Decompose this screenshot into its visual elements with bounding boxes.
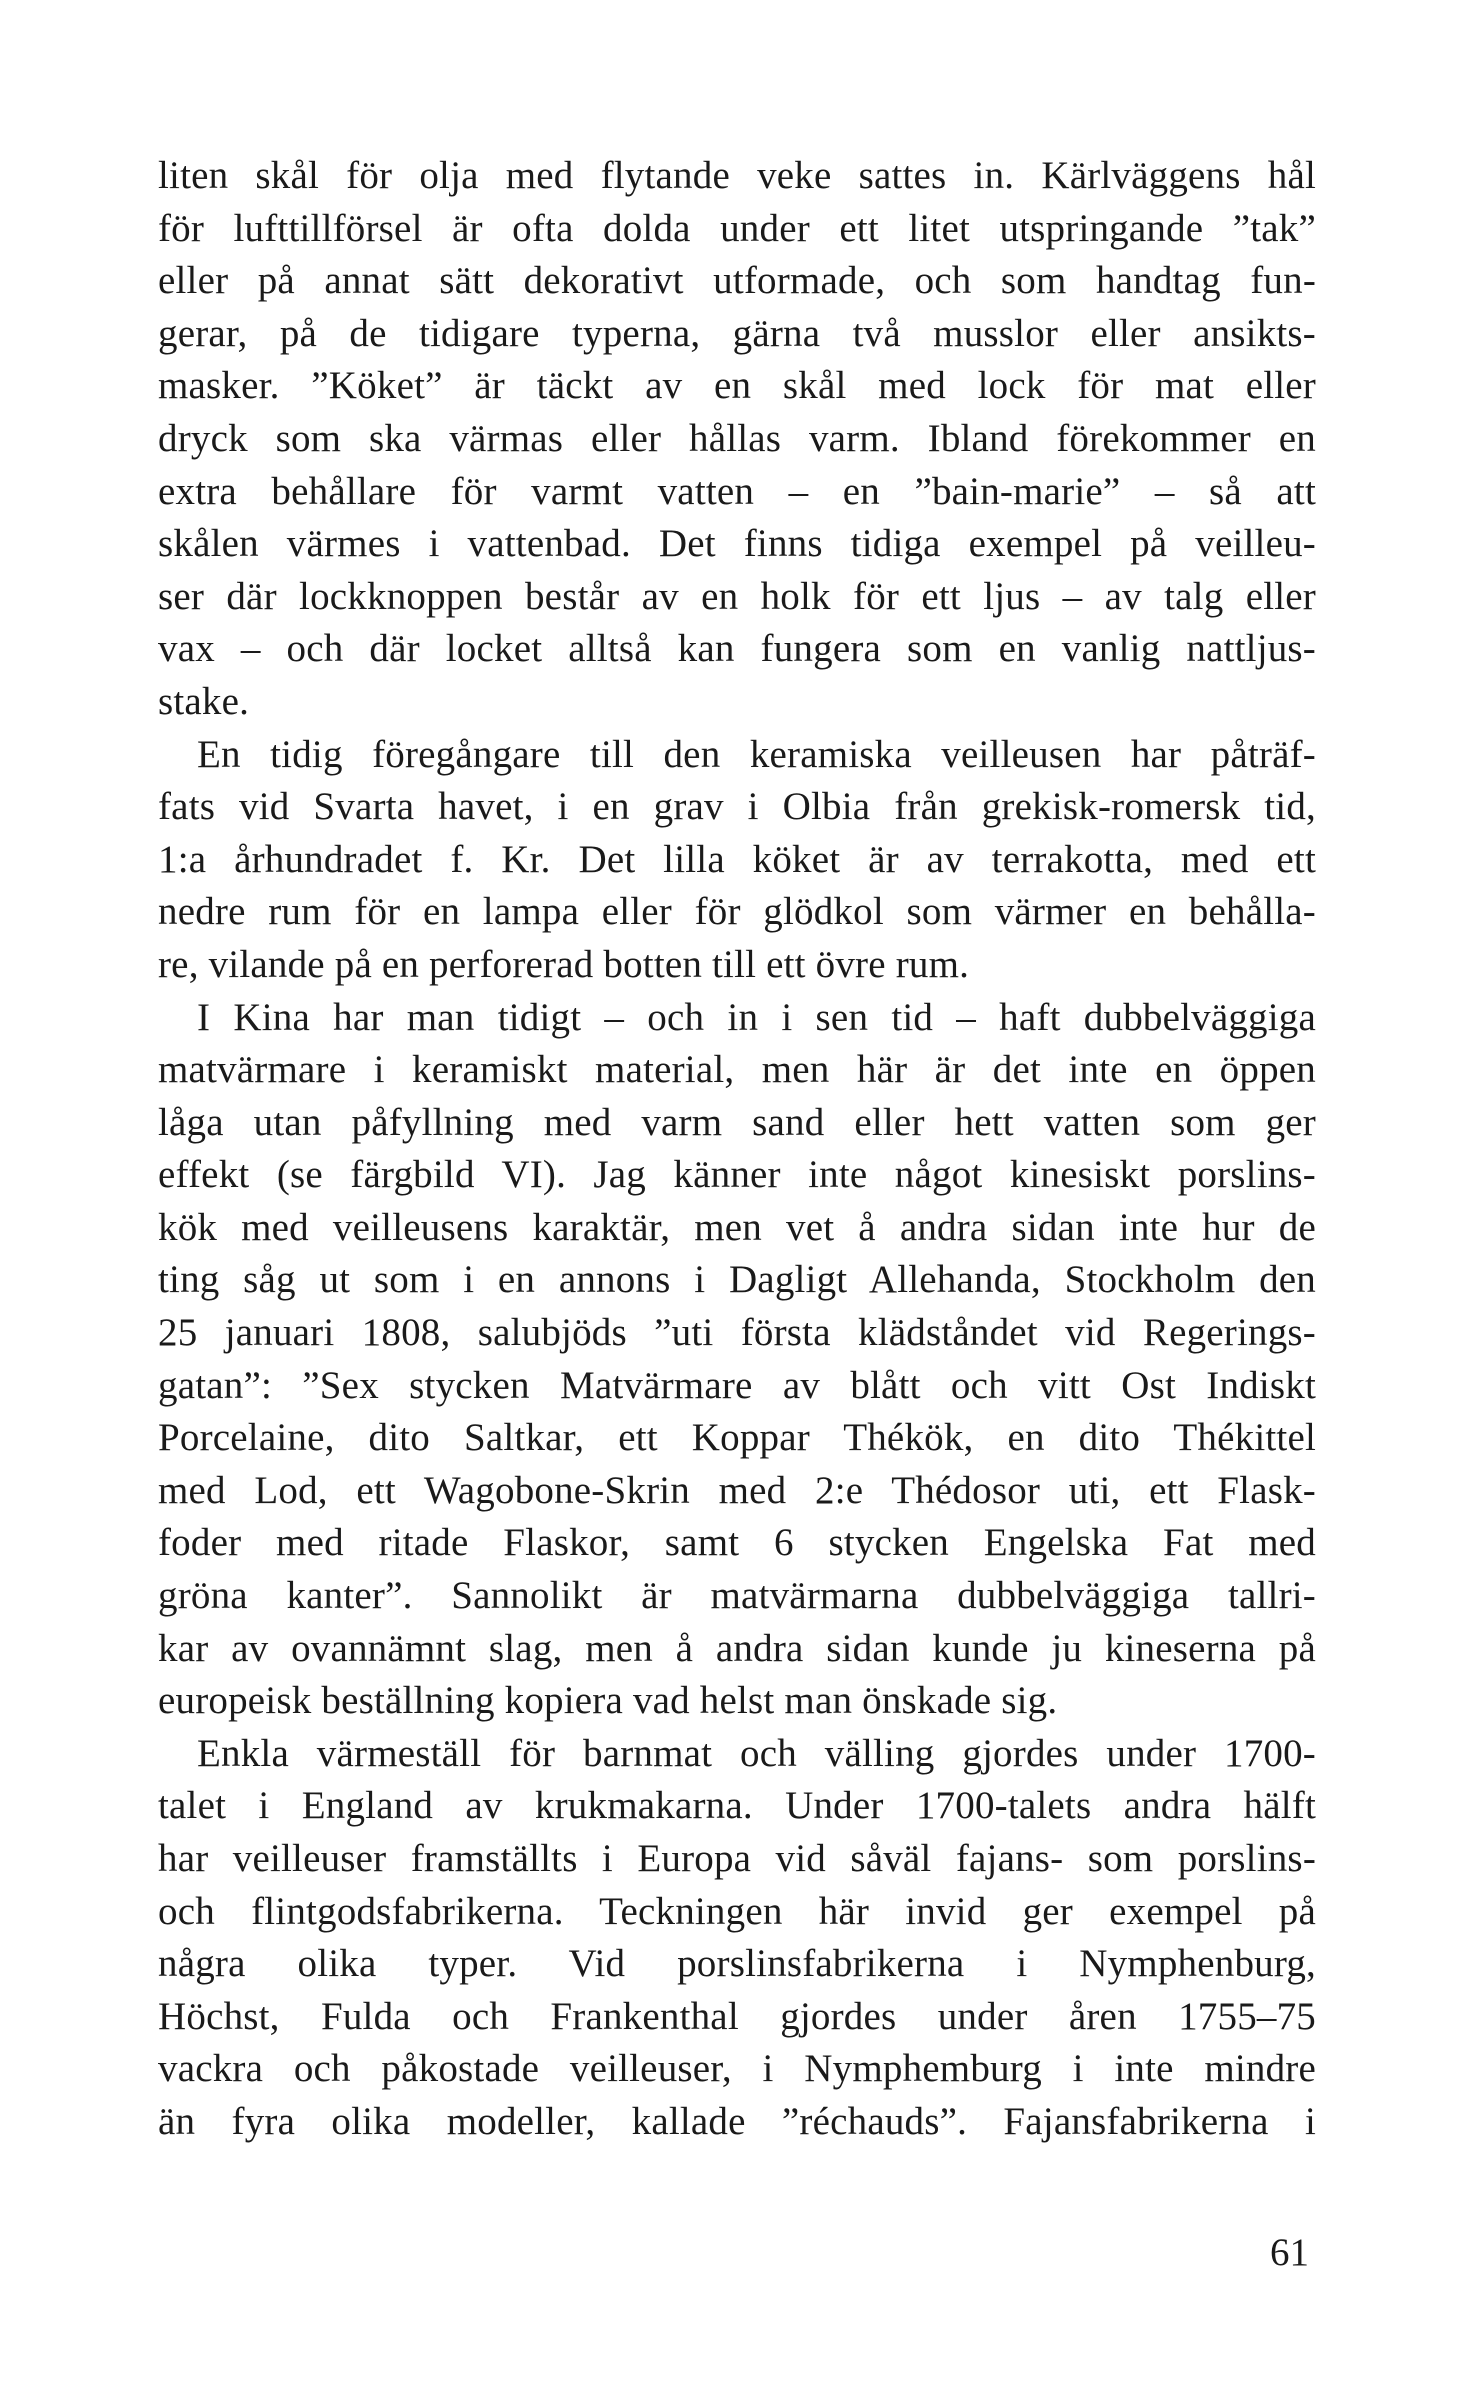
text-line: ting såg ut som i en annons i Dagligt Allehanda, Stockholm den: [158, 1258, 1316, 1302]
text-line: Porcelaine, dito Saltkar, ett Koppar Thékök, en dito Thékittel: [158, 1416, 1316, 1460]
text-line: fats vid Svarta havet, i en grav i Olbia från grekisk-romersk tid,: [158, 785, 1316, 829]
text-line: gatan”: ”Sex stycken Matvärmare av blått och vitt Ost Indiskt: [158, 1363, 1316, 1407]
text-line: vackra och påkostade veilleuser, i Nymphemburg i inte mindre: [158, 2047, 1316, 2091]
text-line: extra behållare för varmt vatten – en ”bain-marie” – så att: [158, 469, 1316, 513]
text-line: nedre rum för en lampa eller för glödkol som värmer en behålla-: [158, 890, 1316, 934]
paragraph-2: [158, 729, 1316, 992]
text-line: Höchst, Fulda och Frankenthal gjordes under åren 1755–75: [158, 1994, 1316, 2038]
text-line: vax – och där locket alltså kan fungera som en vanlig nattljus-: [158, 627, 1316, 671]
text-line: har veilleuser framställts i Europa vid såväl fajans- som porslins-: [158, 1837, 1316, 1880]
text-line: några olika typer. Vid porslinsfabrikerna i Nymphenburg,: [158, 1942, 1316, 1986]
paragraph-4: [158, 1728, 1316, 2149]
text-line: gröna kanter”. Sannolikt är matvärmarna dubbelväggiga tallri-: [158, 1574, 1316, 1618]
text-line: europeisk beställning kopiera vad helst man önskade sig.: [158, 1679, 1058, 1723]
text-line: stake.: [158, 679, 250, 723]
text-line: liten skål för olja med flytande veke sattes in. Kärlväggens hål: [158, 154, 1316, 197]
text-line: skålen värmes i vattenbad. Det finns tidiga exempel på veilleu-: [158, 522, 1316, 566]
text-line: ser där lockknoppen består av en holk för ett ljus – av talg eller: [158, 574, 1316, 618]
text-line: 1:a århundradet f. Kr. Det lilla köket är av terrakotta, med ett: [158, 837, 1316, 881]
text-line: Enkla värmeställ för barnmat och välling gjordes under 1700-: [197, 1731, 1316, 1775]
text-line: gerar, på de tidigare typerna, gärna två musslor eller ansikts-: [158, 311, 1316, 355]
text-line: med Lod, ett Wagobone-Skrin med 2:e Thédosor uti, ett Flask-: [158, 1468, 1316, 1512]
text-line: re, vilande på en perforerad botten till ett övre rum.: [158, 942, 970, 986]
text-line: En tidig föregångare till den keramiska veilleusen har påträf-: [197, 732, 1316, 776]
text-line: effekt (se färgbild VI). Jag känner inte något kinesiskt porslins-: [158, 1153, 1316, 1197]
text-line: 25 januari 1808, salubjöds ”uti första klädståndet vid Regerings-: [158, 1311, 1316, 1355]
text-line: kar av ovannämnt slag, men å andra sidan kunde ju kineserna på: [158, 1626, 1316, 1670]
page-body: [158, 150, 1316, 2149]
text-line: för lufttillförsel är ofta dolda under ett litet utspringande ”tak”: [158, 206, 1316, 250]
text-line: matvärmare i keramiskt material, men här är det inte en öppen: [158, 1048, 1316, 1092]
text-line: än fyra olika modeller, kallade ”réchauds”. Fajansfabrikerna i: [158, 2099, 1316, 2143]
paragraph-3: [158, 992, 1316, 1728]
text-line: eller på annat sätt dekorativt utformade, och som handtag fun-: [158, 259, 1316, 303]
page-number: 61: [1270, 2231, 1309, 2274]
text-line: talet i England av krukmakarna. Under 1700-talets andra hälft: [158, 1784, 1316, 1828]
text-line: och flintgodsfabrikerna. Teckningen här invid ger exempel på: [158, 1889, 1316, 1933]
text-line: I Kina har man tidigt – och in i sen tid – haft dubbelväggiga: [197, 995, 1316, 1039]
text-line: kök med veilleusens karaktär, men vet å andra sidan inte hur de: [158, 1205, 1316, 1249]
text-line: foder med ritade Flaskor, samt 6 stycken Engelska Fat med: [158, 1521, 1316, 1565]
paragraph-1: [158, 150, 1316, 729]
text-line: masker. ”Köket” är täckt av en skål med lock för mat eller: [158, 364, 1316, 408]
text-line: låga utan påfyllning med varm sand eller hett vatten som ger: [158, 1100, 1316, 1144]
text-line: dryck som ska värmas eller hållas varm. Ibland förekommer en: [158, 416, 1316, 460]
